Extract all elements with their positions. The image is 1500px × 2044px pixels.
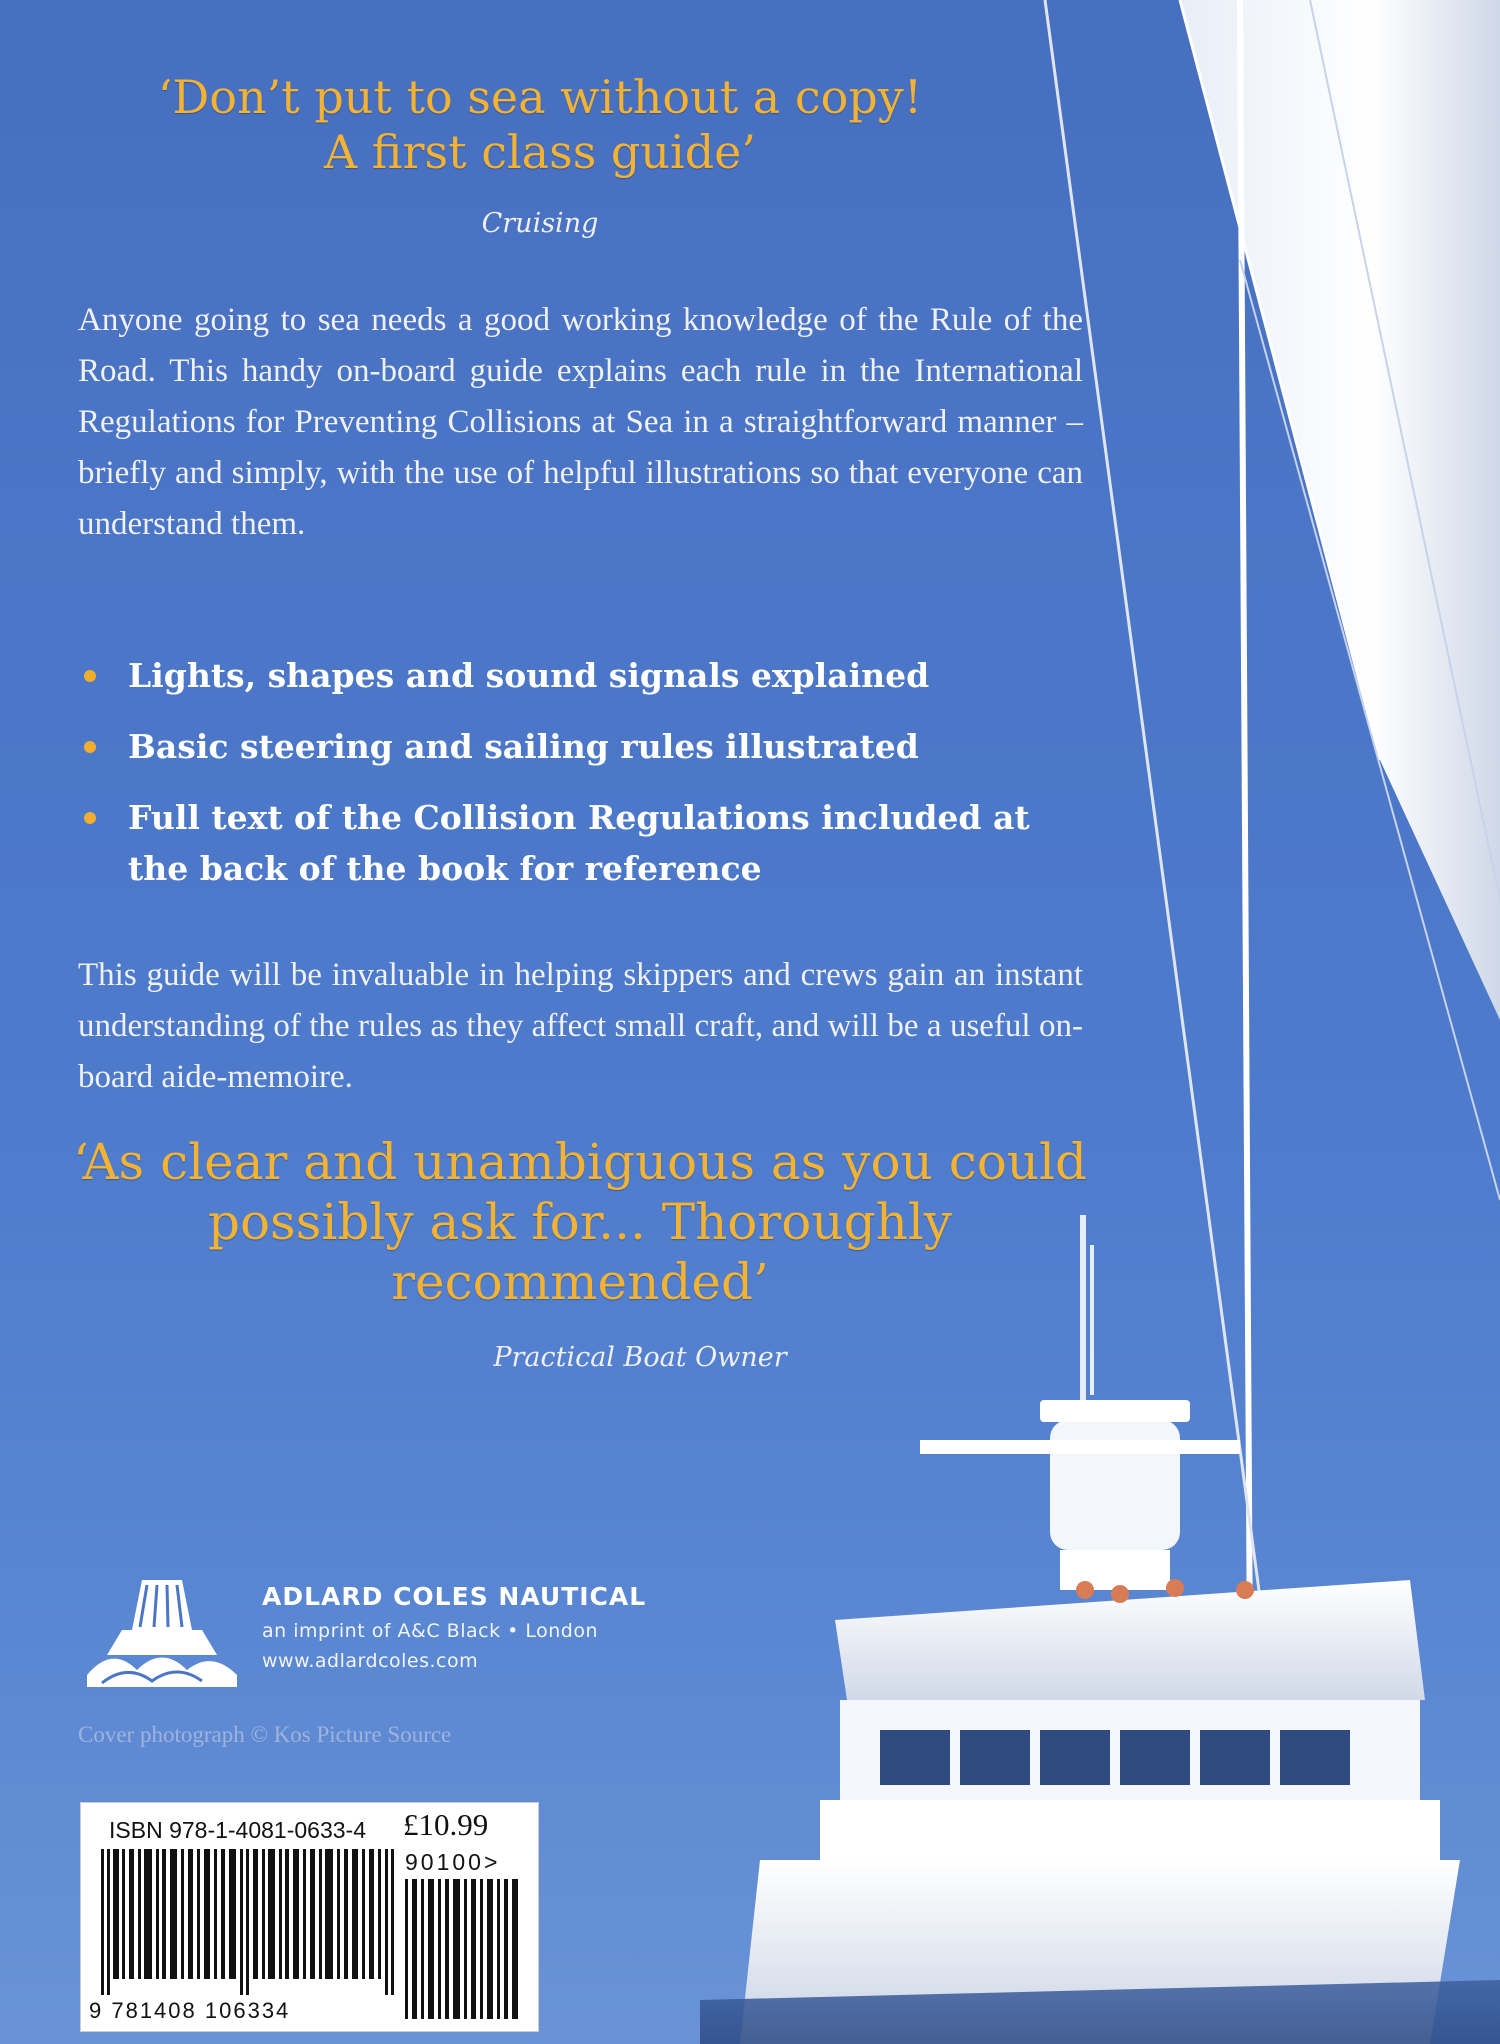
feature-item bbox=[78, 721, 1088, 772]
quote-line: A first class guide’ bbox=[323, 125, 757, 180]
quote-line: recommended’ bbox=[391, 1253, 769, 1311]
price-addon-code: 90100> bbox=[405, 1849, 501, 1875]
quote-attribution: Cruising bbox=[481, 208, 599, 239]
publisher-name: ADLARD COLES NAUTICAL bbox=[262, 1582, 647, 1611]
feature-list bbox=[78, 650, 1088, 914]
photo-credit: Cover photograph © Kos Picture Source bbox=[78, 1722, 452, 1747]
feature-text: Basic steering and sailing rules illustrated bbox=[128, 727, 919, 766]
quote-line: ‘As clear and unambiguous as you could bbox=[72, 1133, 1087, 1191]
quote-line: possibly ask for... Thoroughly bbox=[207, 1193, 953, 1251]
review-quote-top bbox=[100, 70, 980, 180]
publisher-url: www.adlardcoles.com bbox=[262, 1650, 479, 1672]
feature-text: Full text of the Collision Regulations included at the back of the book for reference bbox=[128, 798, 1030, 888]
bullet-dot-icon bbox=[84, 670, 96, 682]
feature-item bbox=[78, 792, 1088, 894]
bullet-dot-icon bbox=[84, 741, 96, 753]
barcode-digits: 9 781408 106334 bbox=[89, 1998, 291, 2023]
quote-line: ‘Don’t put to sea without a copy! bbox=[157, 70, 923, 124]
intro-paragraph: Anyone going to sea needs a good working knowledge of the Rule of the Road. This handy on-board guide explains each rule in the International Regulations for Preventing Collisions at Sea in a straightforward manner – briefly and simply, with the use of helpful illustrations so that everyone can understand them. bbox=[78, 302, 1083, 542]
feature-item bbox=[78, 650, 1088, 701]
lighthouse-logo-icon bbox=[82, 1575, 242, 1690]
isbn-barcode bbox=[80, 1802, 539, 2032]
isbn-number: ISBN 978-1-4081-0633-4 bbox=[109, 1817, 366, 1843]
bullet-dot-icon bbox=[84, 812, 96, 824]
price: £10.99 bbox=[403, 1807, 489, 1842]
barcode-bars-icon bbox=[101, 1849, 401, 1995]
quote-attribution: Practical Boat Owner bbox=[493, 1342, 787, 1373]
addon-barcode-icon bbox=[403, 1879, 523, 2019]
review-quote-bottom bbox=[60, 1132, 1100, 1312]
feature-text: Lights, shapes and sound signals explained bbox=[128, 656, 930, 695]
closing-paragraph: This guide will be invaluable in helping skippers and crews gain an instant understanding of the rules as they affect small craft, and will be a useful on-board aide-memoire. bbox=[78, 957, 1083, 1095]
publisher-imprint: an imprint of A&C Black • London bbox=[262, 1620, 599, 1642]
